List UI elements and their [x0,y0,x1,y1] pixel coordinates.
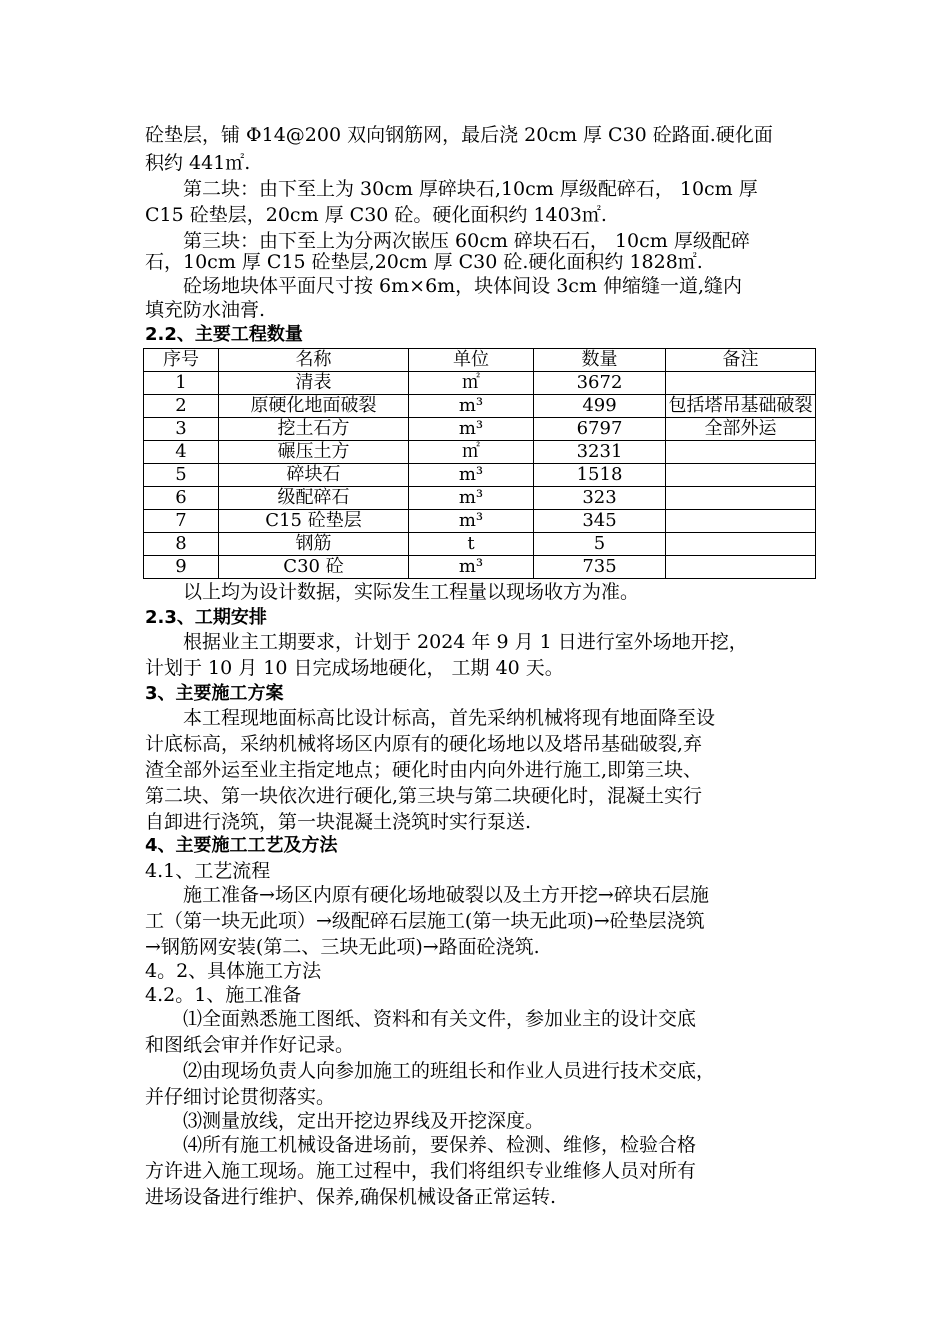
table-row [144,395,816,418]
table-row [144,533,816,556]
body-line: C15 砼垫层，20cm 厚 C30 砼。硬化面积约 1403㎡. [145,204,607,226]
body-line: 渣全部外运至业主指定地点；硬化时由内向外进行施工,即第三块、 [145,759,703,781]
table-cell: 原硬化地面破裂 [219,395,409,418]
table-cell: 3231 [534,441,666,464]
table-cell: m³ [409,418,534,441]
table-cell [666,556,816,579]
table-row [144,556,816,579]
table-cell: 1 [144,372,219,395]
table-header-row [144,349,816,372]
table-cell [666,464,816,487]
table-cell [666,533,816,556]
column-header: 序号 [144,349,219,372]
body-line: ⑶测量放线，定出开挖边界线及开挖深度。 [145,1110,545,1132]
table-cell: 级配碎石 [219,487,409,510]
body-line: 工（第一块无此项）→级配碎石层施工(第一块无此项)→砼垫层浇筑 [145,910,705,932]
body-line: 进场设备进行维护、保养,确保机械设备正常运转. [145,1186,557,1208]
table-row [144,487,816,510]
column-header: 数量 [534,349,666,372]
table-cell: t [409,533,534,556]
body-line: 方许进入施工现场。施工过程中，我们将组织专业维修人员对所有 [145,1160,697,1182]
table-cell: 4 [144,441,219,464]
body-line: 填充防水油膏. [145,299,266,321]
table-cell: 5 [144,464,219,487]
table-cell: m³ [409,464,534,487]
body-line: ⑵由现场负责人向参加施工的班组长和作业人员进行技术交底， [145,1060,716,1082]
table-cell: m³ [409,510,534,533]
table-cell: ㎡ [409,441,534,464]
table-cell: C15 砼垫层 [219,510,409,533]
column-header: 单位 [409,349,534,372]
table-cell: m³ [409,487,534,510]
table-cell: m³ [409,556,534,579]
table-cell: 323 [534,487,666,510]
table-row [144,372,816,395]
table-row [144,441,816,464]
body-line: 第三块：由下至上为分两次嵌压 60cm 碎块石石， 10cm 厚级配碎 [145,230,750,252]
table-cell: 2 [144,395,219,418]
table-cell: m³ [409,395,534,418]
table-cell: 6 [144,487,219,510]
subsection-heading: 4.2。1、施工准备 [145,984,302,1006]
body-line: 施工准备→场区内原有硬化场地破裂以及土方开挖→碎块石层施 [145,884,709,906]
table-cell: 全部外运 [666,418,816,441]
body-line: 计划于 10 月 10 日完成场地硬化， 工期 40 天。 [145,657,564,679]
table-cell: ㎡ [409,372,534,395]
body-line: 和图纸会审并作好记录。 [145,1034,355,1056]
subsection-heading: 4。2、具体施工方法 [145,960,322,982]
table-cell: 清表 [219,372,409,395]
section-heading: 2.2、主要工程数量 [145,324,303,345]
table-cell [666,487,816,510]
subsection-heading: 4.1、工艺流程 [145,860,271,882]
body-line: 第二块：由下至上为 30cm 厚碎块石,10cm 厚级配碎石， 10cm 厚 [145,178,758,200]
table-cell: 7 [144,510,219,533]
table-cell: 钢筋 [219,533,409,556]
column-header: 名称 [219,349,409,372]
table-cell: 5 [534,533,666,556]
table-row [144,464,816,487]
body-line: 第二块、第一块依次进行硬化,第三块与第二块硬化时，混凝土实行 [145,785,703,807]
table-row [144,510,816,533]
body-line: ⑴全面熟悉施工图纸、资料和有关文件，参加业主的设计交底 [145,1008,697,1030]
table-cell: 6797 [534,418,666,441]
table-cell: 3 [144,418,219,441]
body-line: 以上均为设计数据，实际发生工程量以现场收方为准。 [145,581,640,603]
body-line: →钢筋网安装(第二、三块无此项)→路面砼浇筑. [145,936,540,958]
body-line: 砼场地块体平面尺寸按 6m×6m，块体间设 3cm 伸缩缝一道,缝内 [145,275,743,297]
body-line: 根据业主工期要求，计划于 2024 年 9 月 1 日进行室外场地开挖， [145,631,748,653]
section-heading: 2.3、工期安排 [145,607,267,628]
table-cell: 8 [144,533,219,556]
table-cell: 735 [534,556,666,579]
table-cell [666,441,816,464]
table-row [144,418,816,441]
body-line: ⑷所有施工机械设备进场前，要保养、检测、维修，检验合格 [145,1134,697,1156]
table-cell: 挖土石方 [219,418,409,441]
section-heading: 3、主要施工方案 [145,683,284,704]
table-cell: 碎块石 [219,464,409,487]
column-header: 备注 [666,349,816,372]
table-cell: 3672 [534,372,666,395]
body-line: 积约 441㎡. [145,152,251,174]
table-cell [666,510,816,533]
body-line: 计底标高，采纳机械将场区内原有的硬化场地以及塔吊基础破裂,弃 [145,733,703,755]
table-cell: 9 [144,556,219,579]
table-cell: 1518 [534,464,666,487]
body-line: 并仔细讨论贯彻落实。 [145,1086,336,1108]
table-cell: 499 [534,395,666,418]
table-cell: 碾压土方 [219,441,409,464]
quantity-table [143,348,816,579]
table-cell: C30 砼 [219,556,409,579]
section-heading: 4、主要施工工艺及方法 [145,835,338,856]
table-cell: 345 [534,510,666,533]
table-cell [666,372,816,395]
body-line: 自卸进行浇筑，第一块混凝土浇筑时实行泵送. [145,811,532,833]
body-line: 石，10cm 厚 C15 砼垫层,20cm 厚 C30 砼.硬化面积约 1828㎡. [145,251,703,273]
table-cell: 包括塔吊基础破裂 [666,395,816,418]
body-line: 砼垫层，铺 Φ14@200 双向钢筋网，最后浇 20cm 厚 C30 砼路面.硬化面 [145,124,773,146]
body-line: 本工程现地面标高比设计标高，首先采纳机械将现有地面降至设 [145,707,716,729]
